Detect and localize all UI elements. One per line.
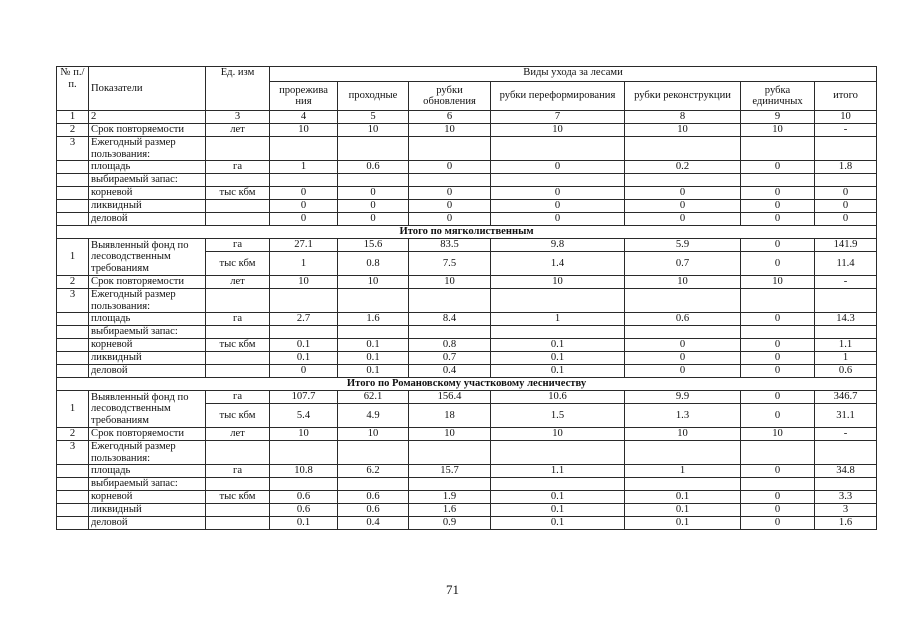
row-label: деловой — [89, 365, 206, 378]
value-cell: 0.1 — [625, 517, 741, 530]
value-cell — [338, 441, 409, 465]
row-unit — [206, 441, 270, 465]
row-label: Срок повторяемости — [89, 124, 206, 137]
index-cell: 4 — [270, 111, 338, 124]
table-row — [57, 504, 877, 517]
value-cell: 10 — [741, 276, 815, 289]
value-cell: 0 — [270, 200, 338, 213]
value-cell: 0 — [409, 161, 491, 174]
value-cell: 1.3 — [625, 404, 741, 428]
table-row — [57, 313, 877, 326]
index-cell: 3 — [206, 111, 270, 124]
table-row — [57, 213, 877, 226]
row-unit: га — [206, 391, 270, 404]
row-num — [57, 200, 89, 213]
row-num — [57, 326, 89, 339]
value-cell: 1 — [491, 313, 625, 326]
header-indicator: Показатели — [89, 67, 206, 111]
row-label: Срок повторяемости — [89, 428, 206, 441]
header-num: № п./п. — [57, 67, 89, 111]
value-cell — [338, 174, 409, 187]
value-cell: 10 — [625, 276, 741, 289]
value-cell — [338, 289, 409, 313]
value-cell: 141.9 — [815, 239, 877, 252]
value-cell — [741, 326, 815, 339]
value-cell: 10 — [741, 124, 815, 137]
value-cell: - — [815, 124, 877, 137]
row-num — [57, 161, 89, 174]
row-unit: га — [206, 465, 270, 478]
page-number: 71 — [446, 582, 459, 597]
value-cell: 0 — [409, 213, 491, 226]
value-cell: 6.2 — [338, 465, 409, 478]
value-cell: 10 — [338, 124, 409, 137]
row-num — [57, 187, 89, 200]
value-cell: 156.4 — [409, 391, 491, 404]
section-title: Итого по мягколиственным — [57, 226, 877, 239]
header-col: проходные — [338, 82, 409, 111]
row-unit: тыс кбм — [206, 339, 270, 352]
value-cell: 0 — [409, 187, 491, 200]
value-cell: 0 — [338, 200, 409, 213]
table-row — [57, 517, 877, 530]
value-cell — [741, 441, 815, 465]
row-label: выбираемый запас: — [89, 326, 206, 339]
value-cell — [270, 174, 338, 187]
value-cell: 1.9 — [409, 491, 491, 504]
value-cell — [625, 478, 741, 491]
value-cell: 0 — [625, 352, 741, 365]
table-row — [57, 187, 877, 200]
row-unit — [206, 326, 270, 339]
header-col: рубка единичных — [741, 82, 815, 111]
row-unit — [206, 478, 270, 491]
value-cell: 0.6 — [270, 504, 338, 517]
value-cell: 15.7 — [409, 465, 491, 478]
value-cell: 0.1 — [338, 339, 409, 352]
value-cell — [338, 326, 409, 339]
value-cell: 1 — [270, 252, 338, 276]
value-cell: 9.9 — [625, 391, 741, 404]
row-num — [57, 339, 89, 352]
row-unit: тыс кбм — [206, 404, 270, 428]
row-num — [57, 491, 89, 504]
value-cell: 0 — [625, 339, 741, 352]
value-cell: 31.1 — [815, 404, 877, 428]
row-unit: лет — [206, 124, 270, 137]
row-num — [57, 213, 89, 226]
table-row — [57, 339, 877, 352]
value-cell: 10 — [491, 276, 625, 289]
value-cell: 0 — [625, 187, 741, 200]
value-cell — [270, 289, 338, 313]
value-cell: 7.5 — [409, 252, 491, 276]
value-cell — [741, 478, 815, 491]
value-cell: 107.7 — [270, 391, 338, 404]
row-label: ликвидный — [89, 352, 206, 365]
value-cell — [270, 326, 338, 339]
value-cell: 5.4 — [270, 404, 338, 428]
value-cell: 0.1 — [625, 504, 741, 517]
row-unit — [206, 365, 270, 378]
row-label: ликвидный — [89, 200, 206, 213]
value-cell: 10 — [491, 428, 625, 441]
value-cell: 1.6 — [815, 517, 877, 530]
row-unit: тыс кбм — [206, 187, 270, 200]
value-cell — [815, 441, 877, 465]
value-cell — [491, 174, 625, 187]
row-unit — [206, 174, 270, 187]
row-num — [57, 174, 89, 187]
value-cell: 0.1 — [491, 491, 625, 504]
value-cell — [741, 174, 815, 187]
row-unit: тыс кбм — [206, 252, 270, 276]
value-cell: 0.4 — [338, 517, 409, 530]
value-cell: 0.1 — [491, 517, 625, 530]
value-cell: 0 — [491, 161, 625, 174]
value-cell: 0.1 — [270, 352, 338, 365]
value-cell: - — [815, 428, 877, 441]
table-row — [57, 391, 877, 404]
value-cell: 0.7 — [625, 252, 741, 276]
value-cell — [338, 137, 409, 161]
value-cell: 2.7 — [270, 313, 338, 326]
value-cell: 10 — [338, 276, 409, 289]
row-label: Ежегодный размер пользования: — [89, 289, 206, 313]
value-cell: 0 — [741, 404, 815, 428]
value-cell: 0.6 — [338, 504, 409, 517]
value-cell: 0 — [270, 213, 338, 226]
row-label: выбираемый запас: — [89, 174, 206, 187]
value-cell — [815, 174, 877, 187]
value-cell: 10 — [625, 124, 741, 137]
value-cell: 0 — [741, 313, 815, 326]
value-cell — [270, 137, 338, 161]
table-row — [57, 352, 877, 365]
value-cell: 0 — [625, 200, 741, 213]
value-cell: 1 — [815, 352, 877, 365]
row-num: 1 — [57, 391, 89, 428]
value-cell: 1 — [270, 161, 338, 174]
value-cell: 0.1 — [625, 491, 741, 504]
row-label: площадь — [89, 465, 206, 478]
row-unit: га — [206, 161, 270, 174]
header-group: Виды ухода за лесами — [270, 67, 877, 82]
value-cell: 10 — [270, 276, 338, 289]
value-cell: 0 — [741, 161, 815, 174]
value-cell — [409, 441, 491, 465]
value-cell: 1.1 — [815, 339, 877, 352]
value-cell: 3 — [815, 504, 877, 517]
value-cell: 1.1 — [491, 465, 625, 478]
index-cell: 5 — [338, 111, 409, 124]
value-cell: 0 — [741, 252, 815, 276]
row-num: 2 — [57, 428, 89, 441]
value-cell: 1.4 — [491, 252, 625, 276]
header-col: прорежива ния — [270, 82, 338, 111]
row-num — [57, 478, 89, 491]
value-cell: 0.1 — [270, 339, 338, 352]
value-cell: 10.8 — [270, 465, 338, 478]
value-cell: 34.8 — [815, 465, 877, 478]
value-cell: 346.7 — [815, 391, 877, 404]
value-cell: 14.3 — [815, 313, 877, 326]
value-cell — [409, 289, 491, 313]
value-cell: 10 — [409, 276, 491, 289]
table-row — [57, 124, 877, 137]
value-cell: 1.6 — [409, 504, 491, 517]
row-unit: га — [206, 313, 270, 326]
row-label: корневой — [89, 339, 206, 352]
row-unit: лет — [206, 428, 270, 441]
value-cell: 0.1 — [491, 365, 625, 378]
row-num — [57, 517, 89, 530]
index-cell: 2 — [89, 111, 206, 124]
value-cell: 0.2 — [625, 161, 741, 174]
value-cell: 4.9 — [338, 404, 409, 428]
value-cell: 0 — [741, 391, 815, 404]
value-cell — [625, 174, 741, 187]
table-row — [57, 365, 877, 378]
table-row — [57, 174, 877, 187]
value-cell: 18 — [409, 404, 491, 428]
table-row — [57, 200, 877, 213]
value-cell — [491, 478, 625, 491]
value-cell: 0 — [270, 187, 338, 200]
value-cell — [270, 478, 338, 491]
value-cell: - — [815, 276, 877, 289]
index-cell: 10 — [815, 111, 877, 124]
row-label: корневой — [89, 187, 206, 200]
value-cell: 0 — [625, 365, 741, 378]
value-cell: 3.3 — [815, 491, 877, 504]
value-cell — [625, 289, 741, 313]
row-unit: га — [206, 239, 270, 252]
row-label: корневой — [89, 491, 206, 504]
value-cell: 27.1 — [270, 239, 338, 252]
table-row — [57, 326, 877, 339]
value-cell: 10 — [409, 124, 491, 137]
header-unit: Ед. изм — [206, 67, 270, 111]
value-cell: 0.1 — [491, 504, 625, 517]
value-cell: 1 — [625, 465, 741, 478]
value-cell: 10 — [270, 428, 338, 441]
row-num: 3 — [57, 441, 89, 465]
value-cell: 10 — [409, 428, 491, 441]
value-cell — [409, 174, 491, 187]
section-row — [57, 226, 877, 239]
value-cell: 9.8 — [491, 239, 625, 252]
value-cell — [625, 326, 741, 339]
value-cell — [741, 289, 815, 313]
header-row-top — [57, 67, 877, 82]
value-cell: 0 — [741, 352, 815, 365]
row-unit: лет — [206, 276, 270, 289]
row-num — [57, 313, 89, 326]
row-num — [57, 465, 89, 478]
row-label: площадь — [89, 161, 206, 174]
value-cell: 0 — [409, 200, 491, 213]
value-cell: 0 — [741, 504, 815, 517]
value-cell: 0 — [741, 465, 815, 478]
value-cell: 0.1 — [491, 339, 625, 352]
value-cell: 62.1 — [338, 391, 409, 404]
value-cell: 0 — [741, 213, 815, 226]
value-cell: 0.6 — [625, 313, 741, 326]
column-index-row — [57, 111, 877, 124]
value-cell: 0.4 — [409, 365, 491, 378]
row-unit — [206, 289, 270, 313]
table-row — [57, 428, 877, 441]
row-unit — [206, 517, 270, 530]
section-title: Итого по Романовскому участковому лесничеству — [57, 378, 877, 391]
value-cell: 10 — [741, 428, 815, 441]
value-cell: 5.9 — [625, 239, 741, 252]
row-unit — [206, 213, 270, 226]
value-cell: 1.5 — [491, 404, 625, 428]
value-cell — [625, 137, 741, 161]
value-cell: 0 — [815, 187, 877, 200]
row-label: Выявленный фонд по лесоводственным требованиям — [89, 391, 206, 428]
value-cell: 0 — [741, 491, 815, 504]
value-cell: 0.1 — [270, 517, 338, 530]
value-cell: 0 — [741, 365, 815, 378]
value-cell: 11.4 — [815, 252, 877, 276]
header-col: итого — [815, 82, 877, 111]
value-cell: 10 — [625, 428, 741, 441]
value-cell — [270, 441, 338, 465]
row-label: деловой — [89, 213, 206, 226]
value-cell: 0.8 — [409, 339, 491, 352]
header-col: рубки реконструкции — [625, 82, 741, 111]
index-cell: 6 — [409, 111, 491, 124]
value-cell: 0.9 — [409, 517, 491, 530]
table-row — [57, 465, 877, 478]
value-cell: 15.6 — [338, 239, 409, 252]
value-cell — [491, 326, 625, 339]
value-cell: 0.6 — [270, 491, 338, 504]
index-cell: 8 — [625, 111, 741, 124]
value-cell — [491, 441, 625, 465]
value-cell: 0.1 — [338, 352, 409, 365]
value-cell: 0.1 — [338, 365, 409, 378]
table-row — [57, 289, 877, 313]
row-label: выбираемый запас: — [89, 478, 206, 491]
value-cell — [338, 478, 409, 491]
value-cell — [815, 289, 877, 313]
value-cell: 0.6 — [815, 365, 877, 378]
row-num — [57, 365, 89, 378]
value-cell: 0 — [815, 213, 877, 226]
table-row — [57, 491, 877, 504]
forest-care-table — [56, 66, 877, 530]
value-cell: 10 — [338, 428, 409, 441]
value-cell: 0 — [741, 200, 815, 213]
value-cell — [491, 289, 625, 313]
row-num: 3 — [57, 289, 89, 313]
value-cell — [409, 326, 491, 339]
row-num — [57, 352, 89, 365]
header-col: рубки переформирования — [491, 82, 625, 111]
row-label: Срок повторяемости — [89, 276, 206, 289]
value-cell — [409, 478, 491, 491]
row-label: Ежегодный размер пользования: — [89, 441, 206, 465]
value-cell: 0 — [741, 187, 815, 200]
value-cell: 0 — [815, 200, 877, 213]
row-unit — [206, 137, 270, 161]
row-label: Выявленный фонд по лесоводственным требованиям — [89, 239, 206, 276]
value-cell: 8.4 — [409, 313, 491, 326]
value-cell: 0 — [741, 517, 815, 530]
value-cell — [409, 137, 491, 161]
value-cell: 0 — [625, 213, 741, 226]
value-cell: 83.5 — [409, 239, 491, 252]
table-row — [57, 161, 877, 174]
value-cell: 0 — [491, 213, 625, 226]
value-cell — [815, 326, 877, 339]
value-cell: 0 — [491, 200, 625, 213]
row-unit — [206, 504, 270, 517]
value-cell: 0.8 — [338, 252, 409, 276]
value-cell: 0 — [338, 187, 409, 200]
value-cell: 0 — [270, 365, 338, 378]
value-cell — [741, 137, 815, 161]
row-label: деловой — [89, 517, 206, 530]
row-unit — [206, 352, 270, 365]
value-cell: 10.6 — [491, 391, 625, 404]
value-cell: 0.6 — [338, 161, 409, 174]
index-cell: 7 — [491, 111, 625, 124]
row-num — [57, 504, 89, 517]
row-num: 3 — [57, 137, 89, 161]
table-row — [57, 276, 877, 289]
value-cell — [625, 441, 741, 465]
row-num: 2 — [57, 276, 89, 289]
value-cell: 0 — [338, 213, 409, 226]
value-cell: 0 — [491, 187, 625, 200]
value-cell — [491, 137, 625, 161]
value-cell: 10 — [491, 124, 625, 137]
header-col: рубки обновления — [409, 82, 491, 111]
value-cell — [815, 137, 877, 161]
value-cell: 0 — [741, 239, 815, 252]
value-cell — [815, 478, 877, 491]
table-row — [57, 239, 877, 252]
row-label: Ежегодный размер пользования: — [89, 137, 206, 161]
row-unit — [206, 200, 270, 213]
index-cell: 9 — [741, 111, 815, 124]
row-label: ликвидный — [89, 504, 206, 517]
value-cell: 0.7 — [409, 352, 491, 365]
value-cell: 1.8 — [815, 161, 877, 174]
value-cell: 0.1 — [491, 352, 625, 365]
row-num: 1 — [57, 239, 89, 276]
row-label: площадь — [89, 313, 206, 326]
table-row — [57, 137, 877, 161]
value-cell: 0.6 — [338, 491, 409, 504]
value-cell: 0 — [741, 339, 815, 352]
table-row — [57, 441, 877, 465]
table-row — [57, 478, 877, 491]
section-row — [57, 378, 877, 391]
index-cell: 1 — [57, 111, 89, 124]
row-num: 2 — [57, 124, 89, 137]
row-unit: тыс кбм — [206, 491, 270, 504]
value-cell: 10 — [270, 124, 338, 137]
value-cell: 1.6 — [338, 313, 409, 326]
